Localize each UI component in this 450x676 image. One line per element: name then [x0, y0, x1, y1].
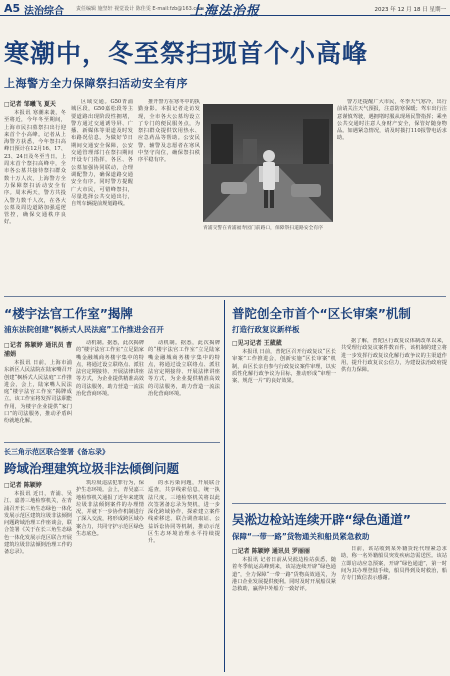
story3-text-2: 筑垃圾违法犯罪行为，保护生态环境。会上，青吴嘉三地检察机关通报了近年来建筑垃圾非法倾倒案件的办理情况，并就下一步协作机制进行了深入交流，将形成跨区域办案合力，共同守护示范区绿色生态底色。: [76, 480, 144, 538]
story5-subhead: 保障“一带一路”货物通关和船员紧急救助: [232, 532, 370, 541]
editor-meta: 责任编辑 施坚轩 视觉设计 陈佳雯 E-mail:fzb@163.com: [76, 6, 205, 12]
story5-text-2: 日前，该站收到某外籍货轮代理紧急求助，称一名外籍船员突发疾病急需送医。该站立即启动应急预案，开辟“绿色通道”，第一时间为其办理登陆手续，船员得到及时救治，船方专门致信表示感谢。: [341, 546, 447, 582]
photo-caption: 青浦交警在青浦福寿园门前路口，保障祭扫道路安全有序: [203, 226, 323, 231]
story3-text-3: 的水污染问题，开展联合巡查，共享线索信息，统一执法尺度。三地检察机关将以此次签署备忘录为契机，进一步深化跨域协作，探索建立案件线索移送、联合调查取证、公益诉讼协同等机制，推动示范区生态环境治理水平持续提升。: [148, 480, 220, 545]
story4-column-1: [232, 338, 336, 498]
masthead: 上海法治报: [190, 4, 261, 19]
story2-text-3: 动机制。据悉，此次揭牌的“楼宇法官工作室”立足陆家嘴金融城商务楼宇集中的特点，将通过设立联络点、派驻法官定期接待、开展法律讲座等方式，为企业提供精准高效的司法服务，助力营造一流法治化营商环境。: [148, 340, 220, 398]
story4-byline: □见习记者 王葳葳: [232, 340, 282, 347]
lead-headline: 寒潮中，冬至祭扫现首个小高峰: [4, 39, 369, 68]
story3-column-1: [4, 480, 72, 672]
lead-column-3: [138, 99, 200, 289]
lead-text-3: 推开警方在寒冬中的执勤身影。本报记者走访发现，全市各大公墓均设立了专门的便民服务点，为祭扫群众提供饮用热水、应急药品等帮助。公安民警、辅警及志愿者在寒风中坚守岗位，确保祭扫秩序平稳有序。: [138, 99, 200, 164]
lead-column-4: [337, 99, 447, 289]
column-divider: [224, 300, 225, 672]
story2-text-2: 动机制。据悉，此次揭牌的“楼宇法官工作室”立足陆家嘴金融城商务楼宇集中的特点，将通过设立联络点、派驻法官定期接待、开展法律讲座等方式，为企业提供精准高效的司法服务，助力营造一流法治化营商环境。: [76, 340, 144, 398]
story3-headline: 跨域治理建筑垃圾非法倾倒问题: [4, 461, 180, 476]
story2-text-1: 本报讯 日前，上海市浦东新区人民法院在陆家嘴召开创建“枫桥式人民法庭”工作推进会，会上，陆家嘴人民法庭“楼宇法官工作室”揭牌成立。该工作室将发挥司法职能作用，为楼宇企业提供“家门口”的司法服务，推动矛盾纠纷就地化解。: [4, 360, 72, 425]
issue-date: 2023 年 12 月 18 日 星期一: [374, 7, 446, 13]
lead-text-1: 本报讯 寒潮来袭，冬至将近，今年冬至期间，上海市民扫墓祭扫出行迎来首个小高峰。记者从上海警方获悉，今年祭扫高峰日预计在12月16、17、23、24日及冬至当日。上周末首个祭扫高峰中，全市各公墓共接待祭扫群众数十万人次，上海警方全力保障祭扫活动安全有序。周末两天，警方共投入警力数千人次，在各大公墓及周边道路加强巡逻管控，确保交通秩序良好。: [4, 110, 66, 226]
story2-column-3: [148, 340, 220, 438]
lead-column-1: [4, 99, 66, 289]
story3-byline: □记者 陈颖婷: [4, 482, 42, 489]
story5-column-2: [341, 546, 447, 672]
story5-text-1: 本报讯 记者日前从吴淞边检站获悉，随着冬季航运高峰到来，该站连续开辟“绿色通道”，全力保障“一带一路”货物高效通关，为港口企业发展提供便利。同时及时开展船员紧急救助，赢得中外船方一致好评。: [232, 557, 336, 593]
story4-column-2: [341, 338, 447, 498]
lead-subhead: 上海警方全力保障祭扫活动安全有序: [4, 77, 188, 90]
story4-text-2: 据了解，普陀区行政复议体制改革以来，共受理行政复议案件数百件，该机制的建立将进一步发挥行政复议化解行政争议的主渠道作用，提升行政复议公信力，为建设法治政府提供有力保障。: [341, 338, 447, 374]
page-letter: A5: [4, 2, 21, 15]
story5-column-1: [232, 546, 336, 672]
news-photo: [203, 104, 333, 222]
story2-column-2: [76, 340, 144, 438]
story2-headline: “楼宇法官工作室”揭牌: [4, 306, 133, 321]
lead-text-4: 警方还提醒广大市民，冬季天气寒冷，出行前请关注天气预报，注意防寒保暖；驾车出行注意谨慎驾驶，遇拥堵时服从现场民警指挥；乘坐公共交通时注意人身财产安全，保管好随身物品。如遇紧急情况，请及时拨打110报警电话求助。: [337, 99, 447, 142]
story2-column-1: [4, 340, 72, 438]
story5-byline: □记者 陈颖婷 通讯员 罗丽丽: [232, 548, 310, 555]
traffic-scene-image: [203, 104, 333, 222]
story3-text-1: 本报讯 近日，青浦、吴江、嘉善三地检察机关，在青浦召开长三角生态绿色一体化发展示范区建筑垃圾非法倾倒问题跨域治理工作座谈会，联合签署《关于在长三角生态绿色一体化发展示范区联合开展建筑垃圾非法倾倒治理工作的备忘录》。: [4, 491, 72, 556]
lead-text-2: 区域交通。G50青浦城区段，G50嘉松段等主要道路出现阶段性拥堵，警方通过交通诱导屏、广播、新媒体等渠道及时发布路况信息。为做好节日期间交通安全保障，公安交通管理部门在祭扫期间开设专门指挥，各区、各公墓加强协同联动，合理调配警力，确保道路交通安全有序。同时警方提醒广大市民，可错峰祭扫，尽量选择公共交通出行，自驾车辆提前规划路线。: [71, 99, 133, 208]
lead-column-2: [71, 99, 133, 289]
story-divider-right: [232, 503, 446, 504]
story4-text-1: 本报讯 日前，普陀区召开行政复议“区长审案”工作推进会，创新实施“区长审案”机制，由区长亲自参与行政复议案件审理，以实质性化解行政争议为目标，推动形成“审理一案、规范一片”的良好效果。: [232, 349, 336, 385]
story2-subhead: 浦东法院创建“枫桥式人民法庭”工作推进会召开: [4, 325, 164, 334]
story2-byline: □记者 陈颖婷 通讯员 曹浦娟: [4, 342, 72, 358]
story4-subhead: 打造行政复议新样板: [232, 325, 300, 334]
story3-column-3: [148, 480, 220, 672]
story3-kicker: 长三角示范区联合签署《备忘录》: [4, 448, 109, 456]
story5-headline: 吴淞边检站连续开辟“绿色通道”: [232, 512, 411, 527]
story-divider: [4, 442, 220, 443]
section-divider: [4, 296, 446, 297]
lead-byline: □记者 邹曦飞 夏天: [4, 101, 56, 108]
story3-column-2: [76, 480, 144, 672]
section-name: 法治综合: [24, 6, 64, 17]
page-header: [0, 0, 450, 19]
story4-headline: 普陀创全市首个“区长审案”机制: [232, 306, 411, 321]
